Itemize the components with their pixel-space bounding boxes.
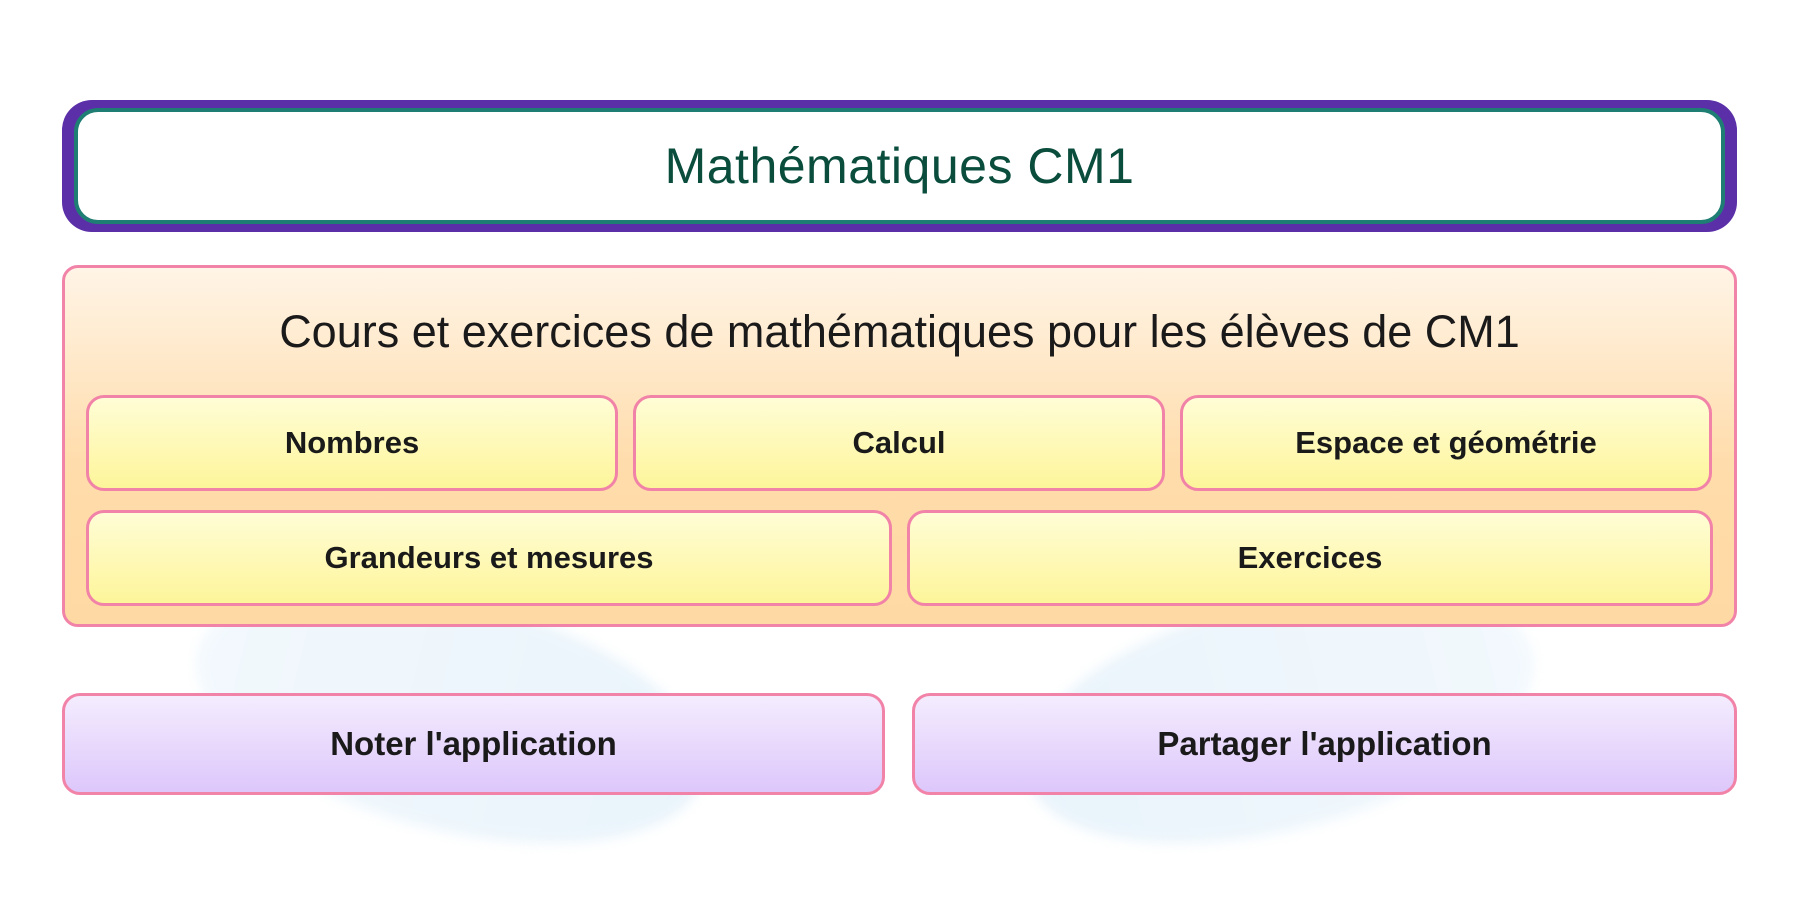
panel-heading: Cours et exercices de mathématiques pour les élèves de CM1 [279,306,1520,357]
courses-panel [62,265,1737,627]
app-title: Mathématiques CM1 [664,138,1135,194]
share-app-button[interactable]: Partager l'application [912,693,1737,795]
category-button-grandeurs-mesures[interactable]: Grandeurs et mesures [86,510,892,606]
category-button-espace-geometrie[interactable]: Espace et géométrie [1180,395,1712,491]
category-button-exercices[interactable]: Exercices [907,510,1713,606]
rate-app-button[interactable]: Noter l'application [62,693,885,795]
title-banner-inner [74,108,1725,224]
category-button-nombres[interactable]: Nombres [86,395,618,491]
title-banner [62,100,1737,232]
category-button-calcul[interactable]: Calcul [633,395,1165,491]
